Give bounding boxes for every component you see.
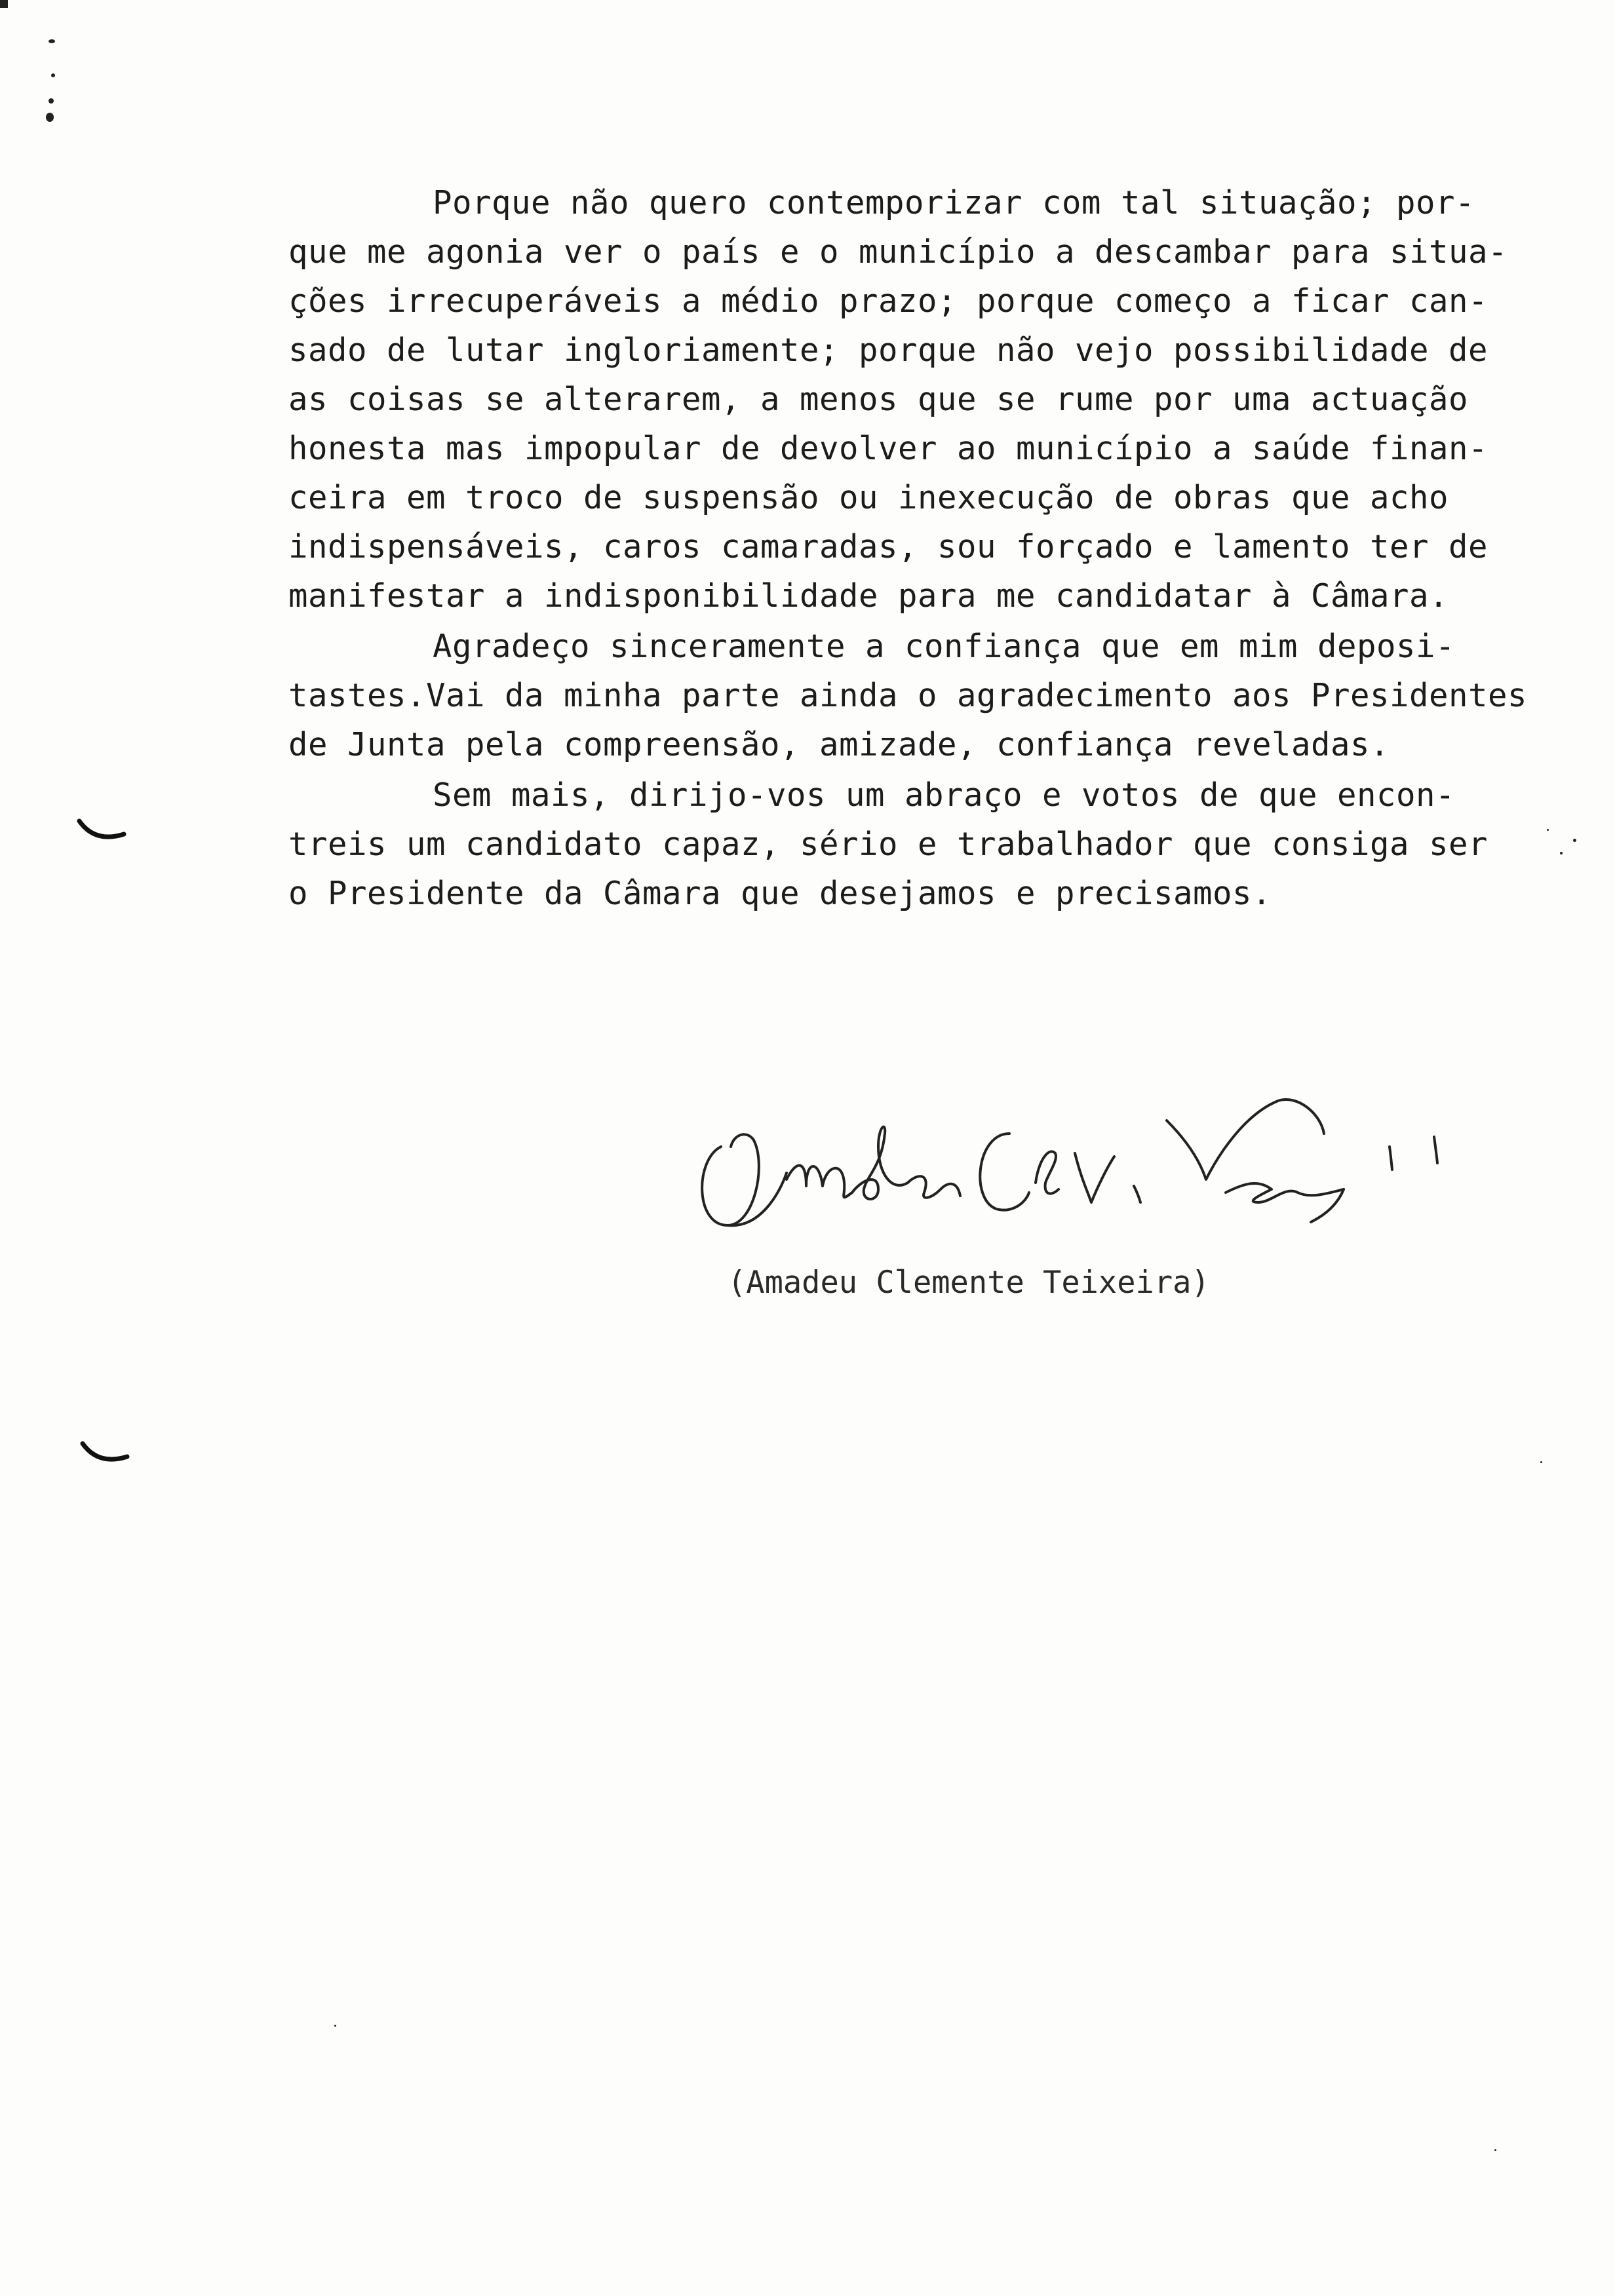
paragraph-3-line-3: o Presidente da Câmara que desejamos e precisamos. bbox=[288, 875, 1272, 912]
scan-speck bbox=[1547, 829, 1549, 831]
margin-hook-mark bbox=[75, 816, 128, 849]
paragraph-2-line-1: Agradeço sinceramente a confiança que em mim deposi- bbox=[433, 628, 1456, 665]
corner-speck bbox=[0, 0, 8, 8]
scan-speck bbox=[1573, 839, 1576, 842]
paragraph-1-line-7: ceira em troco de suspensão ou inexecução de obras que acho bbox=[288, 479, 1449, 516]
paragraph-1-line-6: honesta mas impopular de devolver ao município a saúde finan- bbox=[288, 430, 1489, 467]
scan-speck bbox=[334, 2025, 336, 2027]
paragraph-2-line-3: de Junta pela compreensão, amizade, confiança reveladas. bbox=[288, 726, 1390, 763]
paragraph-1-line-5: as coisas se alterarem, a menos que se rume por uma actuação bbox=[288, 381, 1469, 418]
paragraph-3-line-2: treis um candidato capaz, sério e trabalhador que consiga ser bbox=[288, 826, 1489, 863]
paragraph-1-line-2: que me agonia ver o país e o município a descambar para situa- bbox=[288, 233, 1508, 271]
paragraph-1-line-9: manifestar a indisponibilidade para me candidatar à Câmara. bbox=[288, 577, 1449, 615]
paragraph-1-line-3: ções irrecuperáveis a médio prazo; porque começo a ficar can- bbox=[288, 282, 1489, 320]
margin-hook-mark bbox=[79, 1438, 131, 1471]
margin-speck bbox=[49, 98, 54, 104]
scan-speck bbox=[1540, 1461, 1542, 1463]
margin-speck bbox=[51, 73, 55, 77]
scan-speck bbox=[1494, 2149, 1496, 2151]
scan-speck bbox=[1560, 852, 1563, 854]
handwritten-signature bbox=[682, 1062, 1488, 1258]
paragraph-2-line-2: tastes.Vai da minha parte ainda o agradecimento aos Presidentes bbox=[288, 677, 1528, 714]
margin-speck bbox=[49, 39, 55, 43]
paragraph-1-line-8: indispensáveis, caros camaradas, sou forçado e lamento ter de bbox=[288, 528, 1489, 565]
paragraph-1-line-4: sado de lutar ingloriamente; porque não vejo possibilidade de bbox=[288, 332, 1489, 369]
paragraph-3-line-1: Sem mais, dirijo-vos um abraço e votos de que encon- bbox=[433, 776, 1456, 814]
margin-speck bbox=[46, 113, 54, 122]
signatory-printed-name: (Amadeu Clemente Teixeira) bbox=[728, 1265, 1210, 1301]
paragraph-1-line-1: Porque não quero contemporizar com tal situação; por- bbox=[433, 184, 1475, 221]
